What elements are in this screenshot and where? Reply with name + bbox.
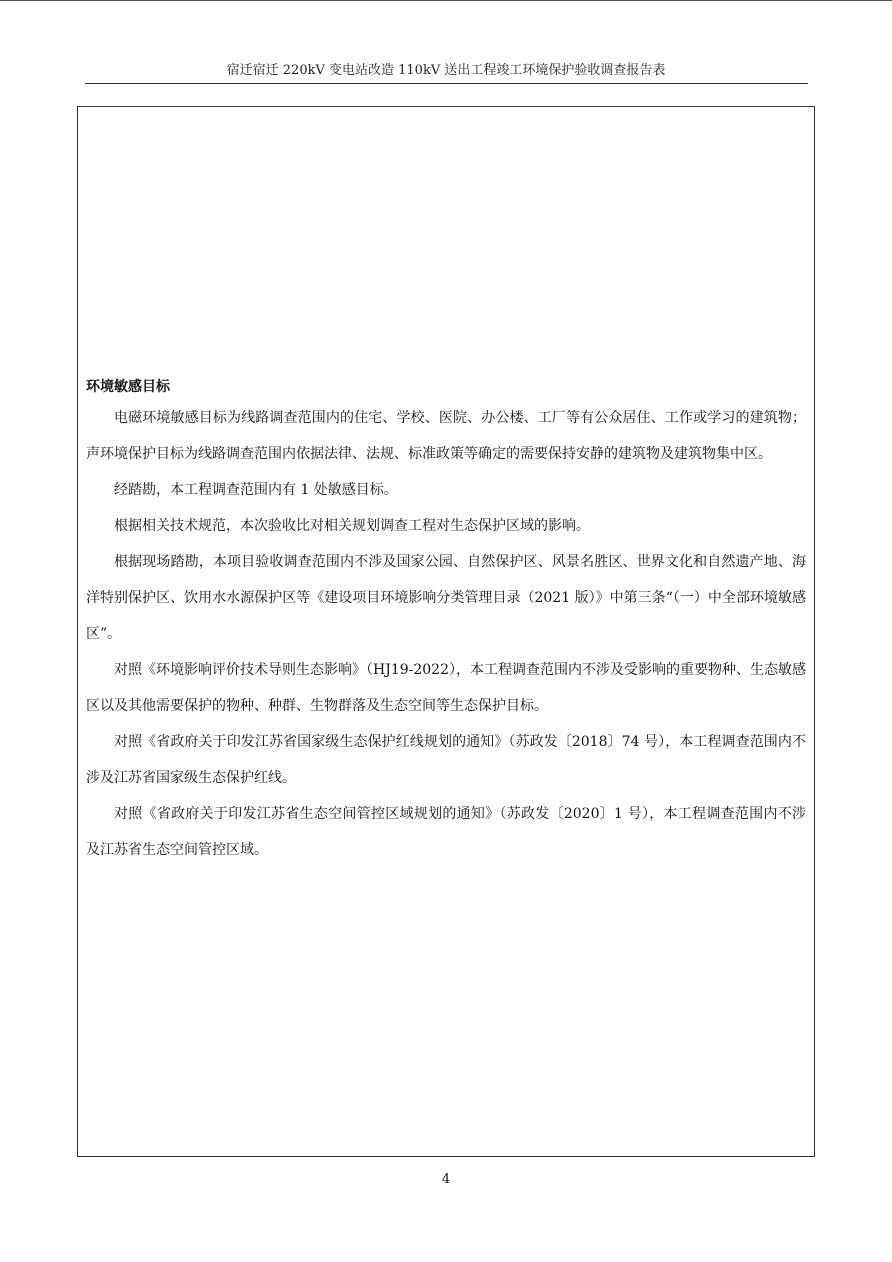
page-header-title: 宿迁宿迁 220kV 变电站改造 110kV 送出工程竣工环境保护验收调查报告表 bbox=[226, 63, 666, 78]
paragraph-technical-spec: 根据相关技术规范，本次验收比对相关规划调查工程对生态保护区域的影响。 bbox=[114, 518, 590, 534]
paragraph-red-line-plan: 对照《省政府关于印发江苏省国家级生态保护红线规划的通知》（苏政发〔2018〕74 号），本工程调查范围内不涉及江苏省国家级生态保护红线。 bbox=[86, 734, 806, 786]
paragraph-survey-result: 经踏勘，本工程调查范围内有 1 处敏感目标。 bbox=[114, 482, 398, 498]
top-border-line bbox=[0, 0, 892, 1]
header-divider bbox=[85, 83, 808, 84]
paragraph-spatial-control-plan: 对照《省政府关于印发江苏省生态空间管控区域规划的通知》（苏政发〔2020〕1 号），本工程调查范围内不涉及江苏省生态空间管控区域。 bbox=[86, 806, 806, 858]
paragraph-ecological-guideline: 对照《环境影响评价技术导则生态影响》（HJ19-2022），本工程调查范围内不涉及受影响的重要物种、生态敏感区以及其他需要保护的物种、种群、生物群落及生态空间等生态保护目标。 bbox=[86, 662, 806, 714]
section-heading: 环境敏感目标 bbox=[86, 379, 170, 395]
section-environmental-sensitive-targets bbox=[86, 375, 806, 868]
page-number: 4 bbox=[441, 1172, 451, 1187]
report-content-box bbox=[77, 106, 815, 1157]
paragraph-protected-areas: 根据现场踏勘，本项目验收调查范围内不涉及国家公园、自然保护区、风景名胜区、世界文化和自然遗产地、海洋特别保护区、饮用水水源保护区等《建设项目环境影响分类管理目录（2021 版）》中第三条“（一）中全部环境敏感区”。 bbox=[86, 554, 806, 642]
paragraph-sensitive-target-definition: 电磁环境敏感目标为线路调查范围内的住宅、学校、医院、办公楼、工厂等有公众居住、工作或学习的建筑物；声环境保护目标为线路调查范围内依据法律、法规、标准政策等确定的需要保持安静的建筑物及建筑物集中区。 bbox=[86, 410, 806, 462]
